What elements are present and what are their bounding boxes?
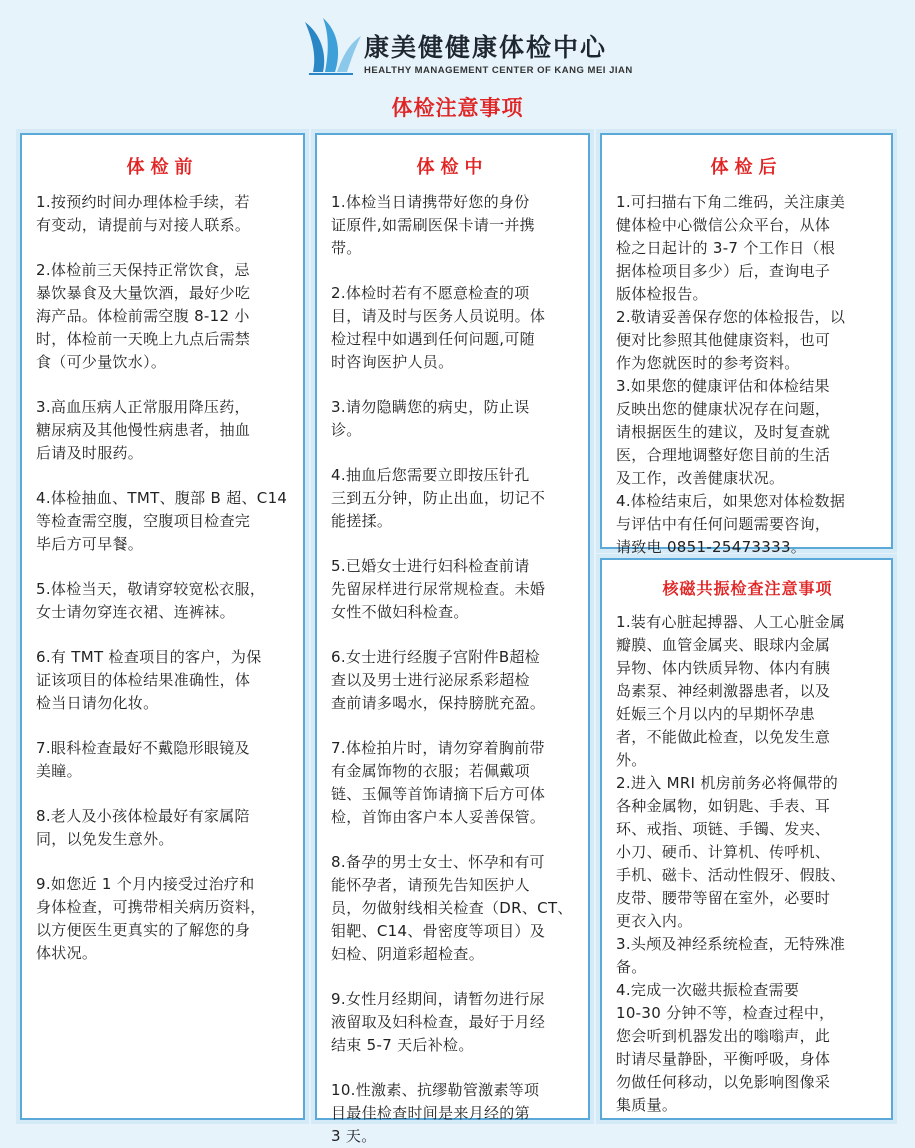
- list-item: 4.体检结束后，如果您对体检数据 与评估中有任何问题需要咨询， 请致电 0851-25473333。: [616, 492, 846, 556]
- list-item: 1.按预约时间办理体检手续，若 有变动，请提前与对接人联系。: [36, 193, 251, 234]
- list-item: 4.抽血后您需要立即按压针孔 三到五分钟，防止出血，切记不 能搓揉。: [331, 466, 546, 530]
- panel-after-exam: [600, 133, 893, 556]
- list-item: 7.体检拍片时，请勿穿着胸前带 有金属饰物的衣服；若佩戴项 链、玉佩等首饰请摘下后方可体 检，首饰由客户本人妥善保管。: [331, 739, 546, 826]
- list-item: 1.可扫描右下角二维码，关注康美 健体检中心微信公众平台，从体 检之日起计的 3-7 个工作日（根 据体检项目多少）后，查询电子 版体检报告。: [616, 193, 846, 303]
- list-item: 3.如果您的健康评估和体检结果 反映出您的健康状况存在问题， 请根据医生的建议，及时复查就 医，合理地调整好您目前的生活 及工作，改善健康状况。: [616, 377, 831, 487]
- panel-title: 体检中: [416, 157, 489, 178]
- list-item: 5.体检当天，敬请穿较宽松衣服， 女士请勿穿连衣裙、连裤袜。: [36, 580, 266, 621]
- list-item: 2.进入 MRI 机房前务必将佩带的 各种金属物，如钥匙、手表、耳 环、戒指、项链、手镯、发夹、 小刀、硬币、计算机、传呼机、 手机、磁卡、活动性假牙、假肢、 皮带、腰带等留在室外，必要时 更衣入内。: [616, 774, 846, 930]
- list-item: 1.装有心脏起搏器、人工心脏金属 瓣膜、血管金属夹、眼球内金属 异物、体内铁质异物、体内有胰 岛素泵、神经刺激器患者，以及 妊娠三个月以内的早期怀孕患 者，不能做此检查，以免发生意 外。: [616, 613, 846, 769]
- list-item: 4.完成一次磁共振检查需要 10-30 分钟不等，检查过程中， 您会听到机器发出的嗡嗡声，此 时请尽量静卧，平衡呼吸，身体 勿做任何移动，以免影响图像采 集质量。: [616, 981, 835, 1114]
- list-item: 3.头颅及神经系统检查，无特殊准 备。: [616, 935, 846, 976]
- list-item: 3.请勿隐瞒您的病史，防止误 诊。: [331, 398, 530, 439]
- panel-before-exam: [20, 133, 305, 1120]
- panel-title: 核磁共振检查注意事项: [662, 579, 833, 598]
- list-item: 10.性激素、抗缪勒管激素等项 目最佳检查时间是来月经的第 3 天。: [331, 1081, 540, 1145]
- brand-name: 康美健健康体检中心: [364, 33, 608, 62]
- list-item: 9.如您近 1 个月内接受过治疗和 身体检查，可携带相关病历资料， 以方便医生更真实的了解您的身 体状况。: [36, 875, 266, 962]
- list-item: 1.体检当日请携带好您的身份 证原件,如需刷医保卡请一并携 带。: [331, 193, 535, 257]
- list-item: 7.眼科检查最好不戴隐形眼镜及 美瞳。: [36, 739, 250, 780]
- list-item: 5.已婚女士进行妇科检查前请 先留尿样进行尿常规检查。未婚 女性不做妇科检查。: [331, 557, 546, 621]
- panel-title: 体检前: [126, 157, 199, 178]
- list-item: 8.老人及小孩体检最好有家属陪 同，以免发生意外。: [36, 807, 250, 848]
- panel-during-exam: [315, 133, 590, 1145]
- page-header: [0, 0, 915, 125]
- list-item: 6.女士进行经腹子宫附件B超检 查以及男士进行泌尿系彩超检 查前请多喝水，保持膀胱充盈。: [331, 648, 546, 712]
- list-item: 6.有 TMT 检查项目的客户，为保 证该项目的体检结果准确性，体 检当日请勿化妆。: [36, 648, 262, 712]
- panel-mri-notes: [600, 558, 893, 1120]
- list-item: 2.体检时若有不愿意检查的项 目，请及时与医务人员说明。体 检过程中如遇到任何问题,可随 时咨询医护人员。: [331, 284, 546, 371]
- list-item: 3.高血压病人正常服用降压药， 糖尿病及其他慢性病患者，抽血 后请及时服药。: [36, 398, 251, 462]
- logo-icon: [303, 14, 363, 78]
- list-item: 9.女性月经期间，请暂勿进行尿 液留取及妇科检查，最好于月经 结束 5-7 天后补检。: [331, 990, 546, 1054]
- page-title: 体检注意事项: [391, 96, 524, 120]
- list-item: 4.体检抽血、TMT、腹部 B 超、C14 等检查需空腹，空腹项目检查完 毕后方可早餐。: [36, 489, 288, 553]
- list-item: 2.体检前三天保持正常饮食，忌 暴饮暴食及大量饮酒，最好少吃 海产品。体检前需空腹 8-12 小 时，体检前一天晚上九点后需禁 食（可少量饮水）。: [36, 261, 251, 371]
- list-item: 2.敬请妥善保存您的体检报告，以 便对比参照其他健康资料，也可 作为您就医时的参考资料。: [616, 308, 846, 372]
- list-item: 8.备孕的男士女士、怀孕和有可 能怀孕者，请预先告知医护人 员，勿做射线相关检查（DR、CT、 钼靶、C14、骨密度等项目）及 妇检、阴道彩超检查。: [331, 853, 573, 963]
- panel-title: 体检后: [710, 157, 783, 178]
- brand-subtitle: HEALTHY MANAGEMENT CENTER OF KANG MEI JIAN: [364, 65, 633, 76]
